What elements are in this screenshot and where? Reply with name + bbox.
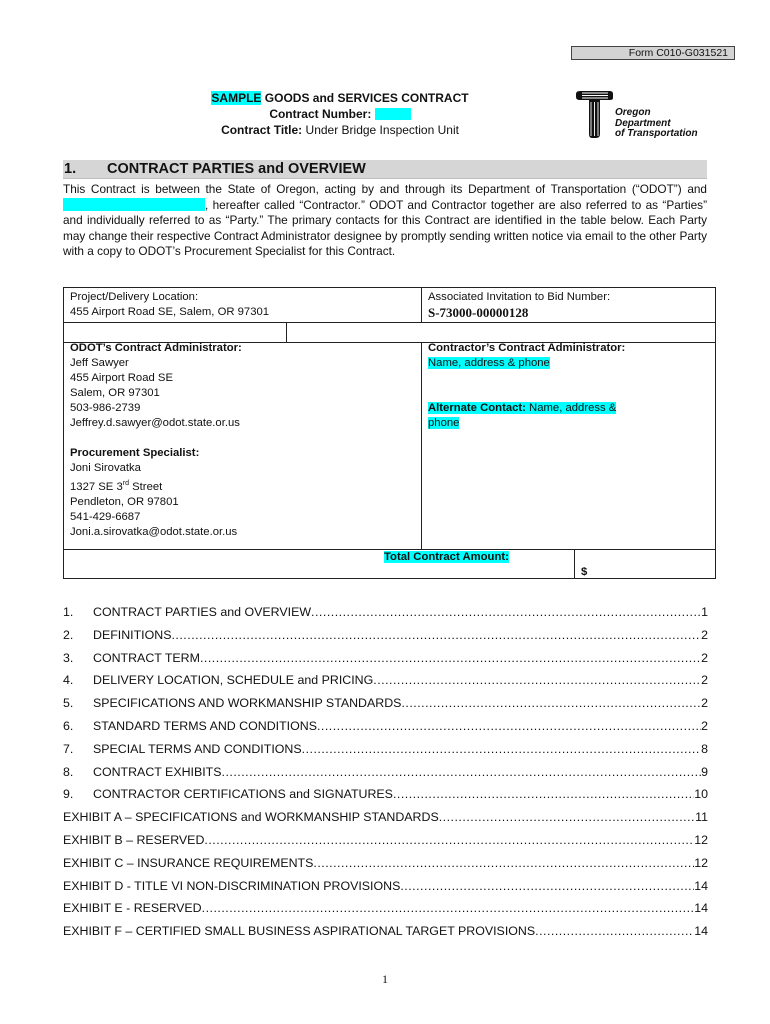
odot-admin-label: ODOT’s Contract Administrator: [70,342,242,354]
toc-entry-number: 8. [63,765,74,779]
toc-entry[interactable] [63,786,708,802]
toc-entry[interactable] [63,672,708,688]
toc-leader-dots [439,809,695,825]
toc-leader-dots [535,923,694,939]
total-amount-label: Total Contract Amount: [384,551,509,563]
toc-entry-page: 2 [701,719,708,733]
toc-entry-page: 10 [694,787,708,801]
toc-entry-number: 1. [63,605,74,619]
toc-entry[interactable] [63,650,708,666]
toc-entry[interactable] [63,718,708,734]
procurement-name: Joni Sirovatka [70,462,141,474]
odot-contacts-cell [70,341,242,540]
toc-leader-dots [393,786,694,802]
toc-entry[interactable] [63,627,708,643]
intro-paragraph [63,182,707,260]
toc-entry-title: EXHIBIT D - TITLE VI NON-DISCRIMINATION PROVISIONS [63,879,401,893]
toc-leader-dots [200,650,701,666]
odot-logo-mark-icon [574,90,614,140]
table-divider [574,549,575,579]
location-cell [70,290,269,320]
table-divider [421,288,422,322]
toc-leader-dots [311,604,701,620]
contract-heading [170,90,510,106]
odot-admin-street: 455 Airport Road SE [70,372,173,384]
contract-title-row [170,122,510,138]
contractor-admin-label: Contractor’s Contract Administrator: [428,342,626,354]
procurement-city: Pendleton, OR 97801 [70,495,179,508]
contacts-table [63,287,716,579]
toc-entry-title: EXHIBIT F – CERTIFIED SMALL BUSINESS ASPIRATIONAL TARGET PROVISIONS [63,924,536,938]
toc-entry-title: CONTRACT EXHIBITS [93,765,222,779]
toc-entry-number: 2. [63,628,74,642]
toc-entry-page: 1 [701,605,708,619]
toc-entry-page: 2 [701,673,708,687]
total-label-cell [384,550,509,565]
intro-and: and [687,182,707,196]
total-amount-value: $ [581,566,588,578]
odot-logo-text [615,108,698,140]
toc-entry-page: 2 [701,628,708,642]
toc-entry-number: 5. [63,696,74,710]
alternate-contact-label: Alternate Contact: [428,402,526,414]
toc-entry-title: DELIVERY LOCATION, SCHEDULE and PRICING [93,673,374,687]
contract-title-value: Under Bridge Inspection Unit [302,123,459,137]
page-number: 1 [382,972,388,986]
bid-cell [428,290,610,320]
bid-number: S-73000-00000128 [428,305,529,320]
contractor-admin-value[interactable]: Name, address & phone [428,357,550,369]
odot-admin-city: Salem, OR 97301 [70,387,160,399]
toc-entry-page: 8 [701,742,708,756]
toc-entry-title: EXHIBIT E - RESERVED [63,901,202,915]
alternate-contact-value-2[interactable]: phone [428,417,460,429]
table-divider [64,322,715,323]
procurement-phone: 541-429-6687 [70,510,141,523]
contractor-name-blank[interactable] [63,198,205,211]
toc-leader-dots [373,672,701,688]
odot-admin-email[interactable]: Jeffrey.d.sawyer@odot.state.or.us [70,417,240,429]
contract-number-row [170,106,510,122]
contract-heading-text: GOODS and SERVICES CONTRACT [261,91,469,105]
intro-rest: , hereafter called “Contractor.” ODOT and Contractor together are also referred to as “Parties” and individually referred to as “Party.” The primary contacts for this Contract are identified in the table below. Each Party may change their respective Contract Administrator designee by promptly sending written notice via email to the other Party with a copy to ODOT’s Procurement Specialist for this Contract. [63,197,707,258]
location-label: Project/Delivery Location: [70,291,199,303]
toc-entry[interactable] [63,764,708,780]
procurement-email[interactable]: Joni.a.sirovatka@odot.state.or.us [70,525,238,538]
toc-entry-page: 14 [694,901,708,915]
section-number: 1. [64,161,77,177]
toc-entry-title: STANDARD TERMS AND CONDITIONS [93,719,317,733]
toc-entry-title: EXHIBIT A – SPECIFICATIONS and WORKMANSHIP STANDARDS [63,810,439,824]
toc-entry-page: 11 [695,810,708,824]
toc-leader-dots [401,695,701,711]
toc-entry-title: CONTRACT TERM [93,651,200,665]
bid-label: Associated Invitation to Bid Number: [428,291,611,303]
toc-leader-dots [400,878,694,894]
toc-entry-number: 4. [63,673,74,687]
section-1-heading [63,160,707,179]
toc-entry[interactable] [63,878,708,894]
toc-entry-page: 12 [694,856,708,870]
toc-entry[interactable] [63,923,708,939]
location-value: 455 Airport Road SE, Salem, OR 97301 [70,306,270,318]
logo-line-2: Department [615,117,671,129]
toc-entry-title: EXHIBIT C – INSURANCE REQUIREMENTS [63,856,314,870]
logo-line-3: of Transportation [615,128,698,139]
alternate-contact-value[interactable]: Name, address & [525,402,617,414]
sample-label: SAMPLE [211,91,262,105]
toc-entry-title: SPECIFICATIONS AND WORKMANSHIP STANDARDS [93,696,402,710]
toc-leader-dots [204,832,694,848]
toc-entry-number: 6. [63,719,74,733]
table-divider [286,322,287,342]
toc-entry[interactable] [63,604,708,620]
toc-entry-title: CONTRACTOR CERTIFICATIONS and SIGNATURES [93,787,393,801]
toc-leader-dots [222,764,702,780]
toc-entry-page: 14 [694,879,708,893]
odot-admin-name: Jeff Sawyer [70,357,129,369]
toc-leader-dots [302,741,701,757]
toc-entry[interactable] [63,832,708,848]
odot-admin-phone: 503-986-2739 [70,402,141,414]
contract-number-label: Contract Number: [269,107,372,121]
toc-entry[interactable] [63,855,708,871]
toc-entry[interactable] [63,741,708,757]
intro-line-1: This Contract is between the State of Oregon, acting by and through its Department of Transportation (“ODOT”) [63,182,682,196]
toc-entry-page: 2 [701,696,708,710]
logo-line-1: Oregon [615,107,651,118]
toc-leader-dots [202,900,695,916]
toc-entry-page: 2 [701,651,708,665]
toc-leader-dots [317,718,701,734]
toc-entry[interactable] [63,809,708,825]
contractor-contacts-cell [428,341,648,431]
odot-logo [574,88,714,140]
toc-entry-page: 9 [701,765,708,779]
section-title: CONTRACT PARTIES and OVERVIEW [107,161,366,177]
toc-entry-title: SPECIAL TERMS AND CONDITIONS [93,742,302,756]
toc-entry-title: CONTRACT PARTIES and OVERVIEW [93,605,312,619]
toc-entry-page: 14 [694,924,708,938]
toc-entry[interactable] [63,900,708,916]
toc-entry-number: 9. [63,787,74,801]
toc-entry[interactable] [63,695,708,711]
toc-leader-dots [313,855,694,871]
contract-number-blank[interactable] [375,108,411,120]
procurement-street: 1327 SE 3rd Street [70,480,163,493]
toc-entry-page: 12 [694,833,708,847]
total-amount-cell[interactable] [581,565,587,580]
toc-entry-title: DEFINITIONS [93,628,172,642]
contract-title-block [170,90,510,138]
table-divider [421,342,422,549]
form-number: Form C010-G031521 [571,46,735,60]
toc-entry-title: EXHIBIT B – RESERVED [63,833,205,847]
toc-entry-number: 3. [63,651,74,665]
toc-entry-number: 7. [63,742,74,756]
procurement-label: Procurement Specialist: [70,447,200,459]
contract-title-label: Contract Title: [221,123,303,137]
toc-leader-dots [171,627,701,643]
